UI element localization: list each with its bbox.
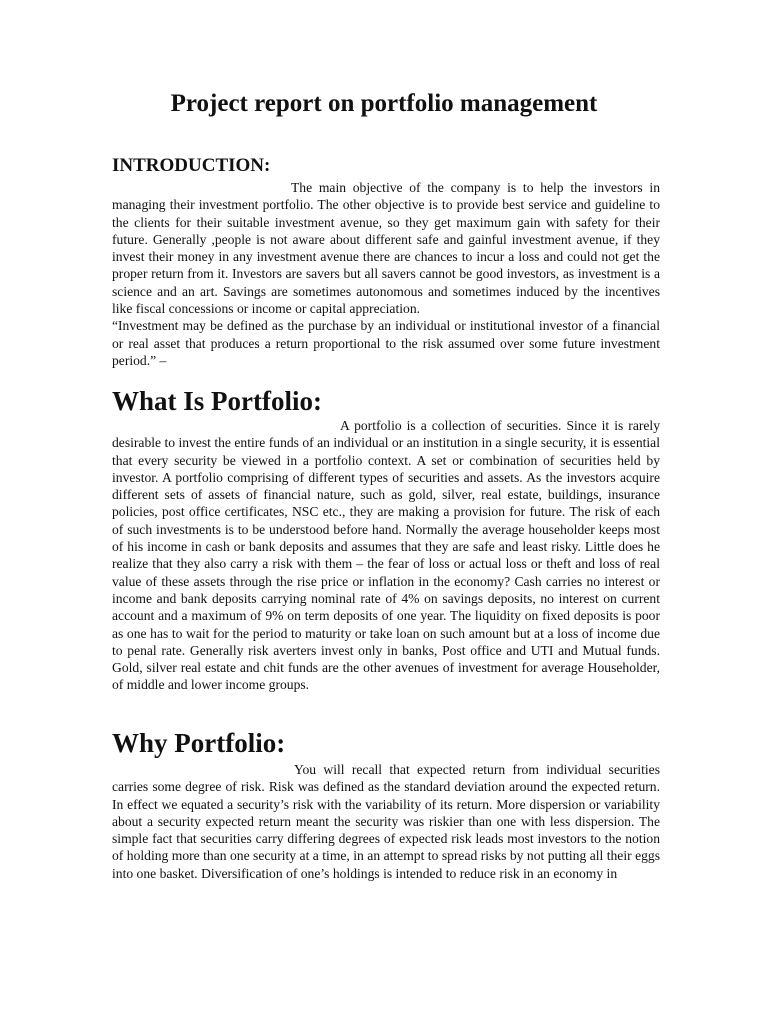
section-body-why-portfolio (112, 761, 660, 882)
paragraph-what-is-portfolio: A portfolio is a collection of securities. Since it is rarely desirable to invest the entire funds of an individual or an institution in a single security, it is essential that every security be viewed in a portfolio context. A set or combination of securities held by investor. A portfolio comprising of different types of securities and assets. As the investors acquire different sets of assets of financial nature, such as gold, silver, real estate, buildings, insurance policies, post office certificates, NSC etc., they are making a provision for future. The risk of each of such investments is to be understood before hand. Normally the average householder keeps most of his income in cash or bank deposits and assumes that they are safe and least risky. Little does he realize that they also carry a risk with them – the fear of loss or actual loss or theft and loss of real value of these assets through the rise price or inflation in the economy? Cash carries no interest or income and bank deposits carrying nominal rate of 4% on savings deposits, no interest on current account and a maximum of 9% on term deposits of one year. The liquidity on fixed deposits is poor as one has to wait for the period to maturity or take loan on such amount but at a loss of income due to penal rate. Generally risk averters invest only in banks, Post office and UTI and Mutual funds. Gold, silver real estate and chit funds are the other avenues of investment for average Householder, of middle and lower income groups. (112, 418, 660, 693)
section-heading-introduction: INTRODUCTION: (112, 155, 271, 176)
paragraph-why-portfolio: You will recall that expected return from individual securities carries some degree of risk. Risk was defined as the standard deviation around the expected return. In effect we equated a security’s risk with the variability of its return. More dispersion or variability about a security expected return meant the security was riskier than one with less dispersion. The simple fact that securities carry differing degrees of expected risk leads most investors to the notion of holding more than one security at a time, in an attempt to spread risks by not putting all their eggs into one basket. Diversification of one’s holdings is intended to reduce risk in an economy in (112, 762, 660, 881)
section-body-introduction (112, 179, 660, 369)
paragraph-introduction-1: The main objective of the company is to help the investors in managing their investment portfolio. The other objective is to provide best service and guideline to the clients for their suitable investment avenue, so they get maximum gain with safety for their future. Generally ,people is not aware about different safe and gainful investment avenue, if they invest their money in any investment avenue there are chances to incur a loss and could not get the proper return from it. Investors are savers but all savers cannot be good investors, as investment is a science and an art. Savings are sometimes autonomous and sometimes induced by the incentives like fiscal concessions or income or capital appreciation. (112, 180, 660, 317)
section-heading-what-is-portfolio: What Is Portfolio: (112, 386, 322, 416)
section-body-what-is-portfolio (112, 417, 660, 694)
paragraph-introduction-quote: “Investment may be defined as the purchase by an individual or institutional investor of a financial or real asset that produces a return proportional to the risk assumed over some future investment period.” – (112, 318, 660, 368)
section-heading-why-portfolio: Why Portfolio: (112, 728, 286, 758)
page-title: Project report on portfolio management (170, 90, 598, 117)
